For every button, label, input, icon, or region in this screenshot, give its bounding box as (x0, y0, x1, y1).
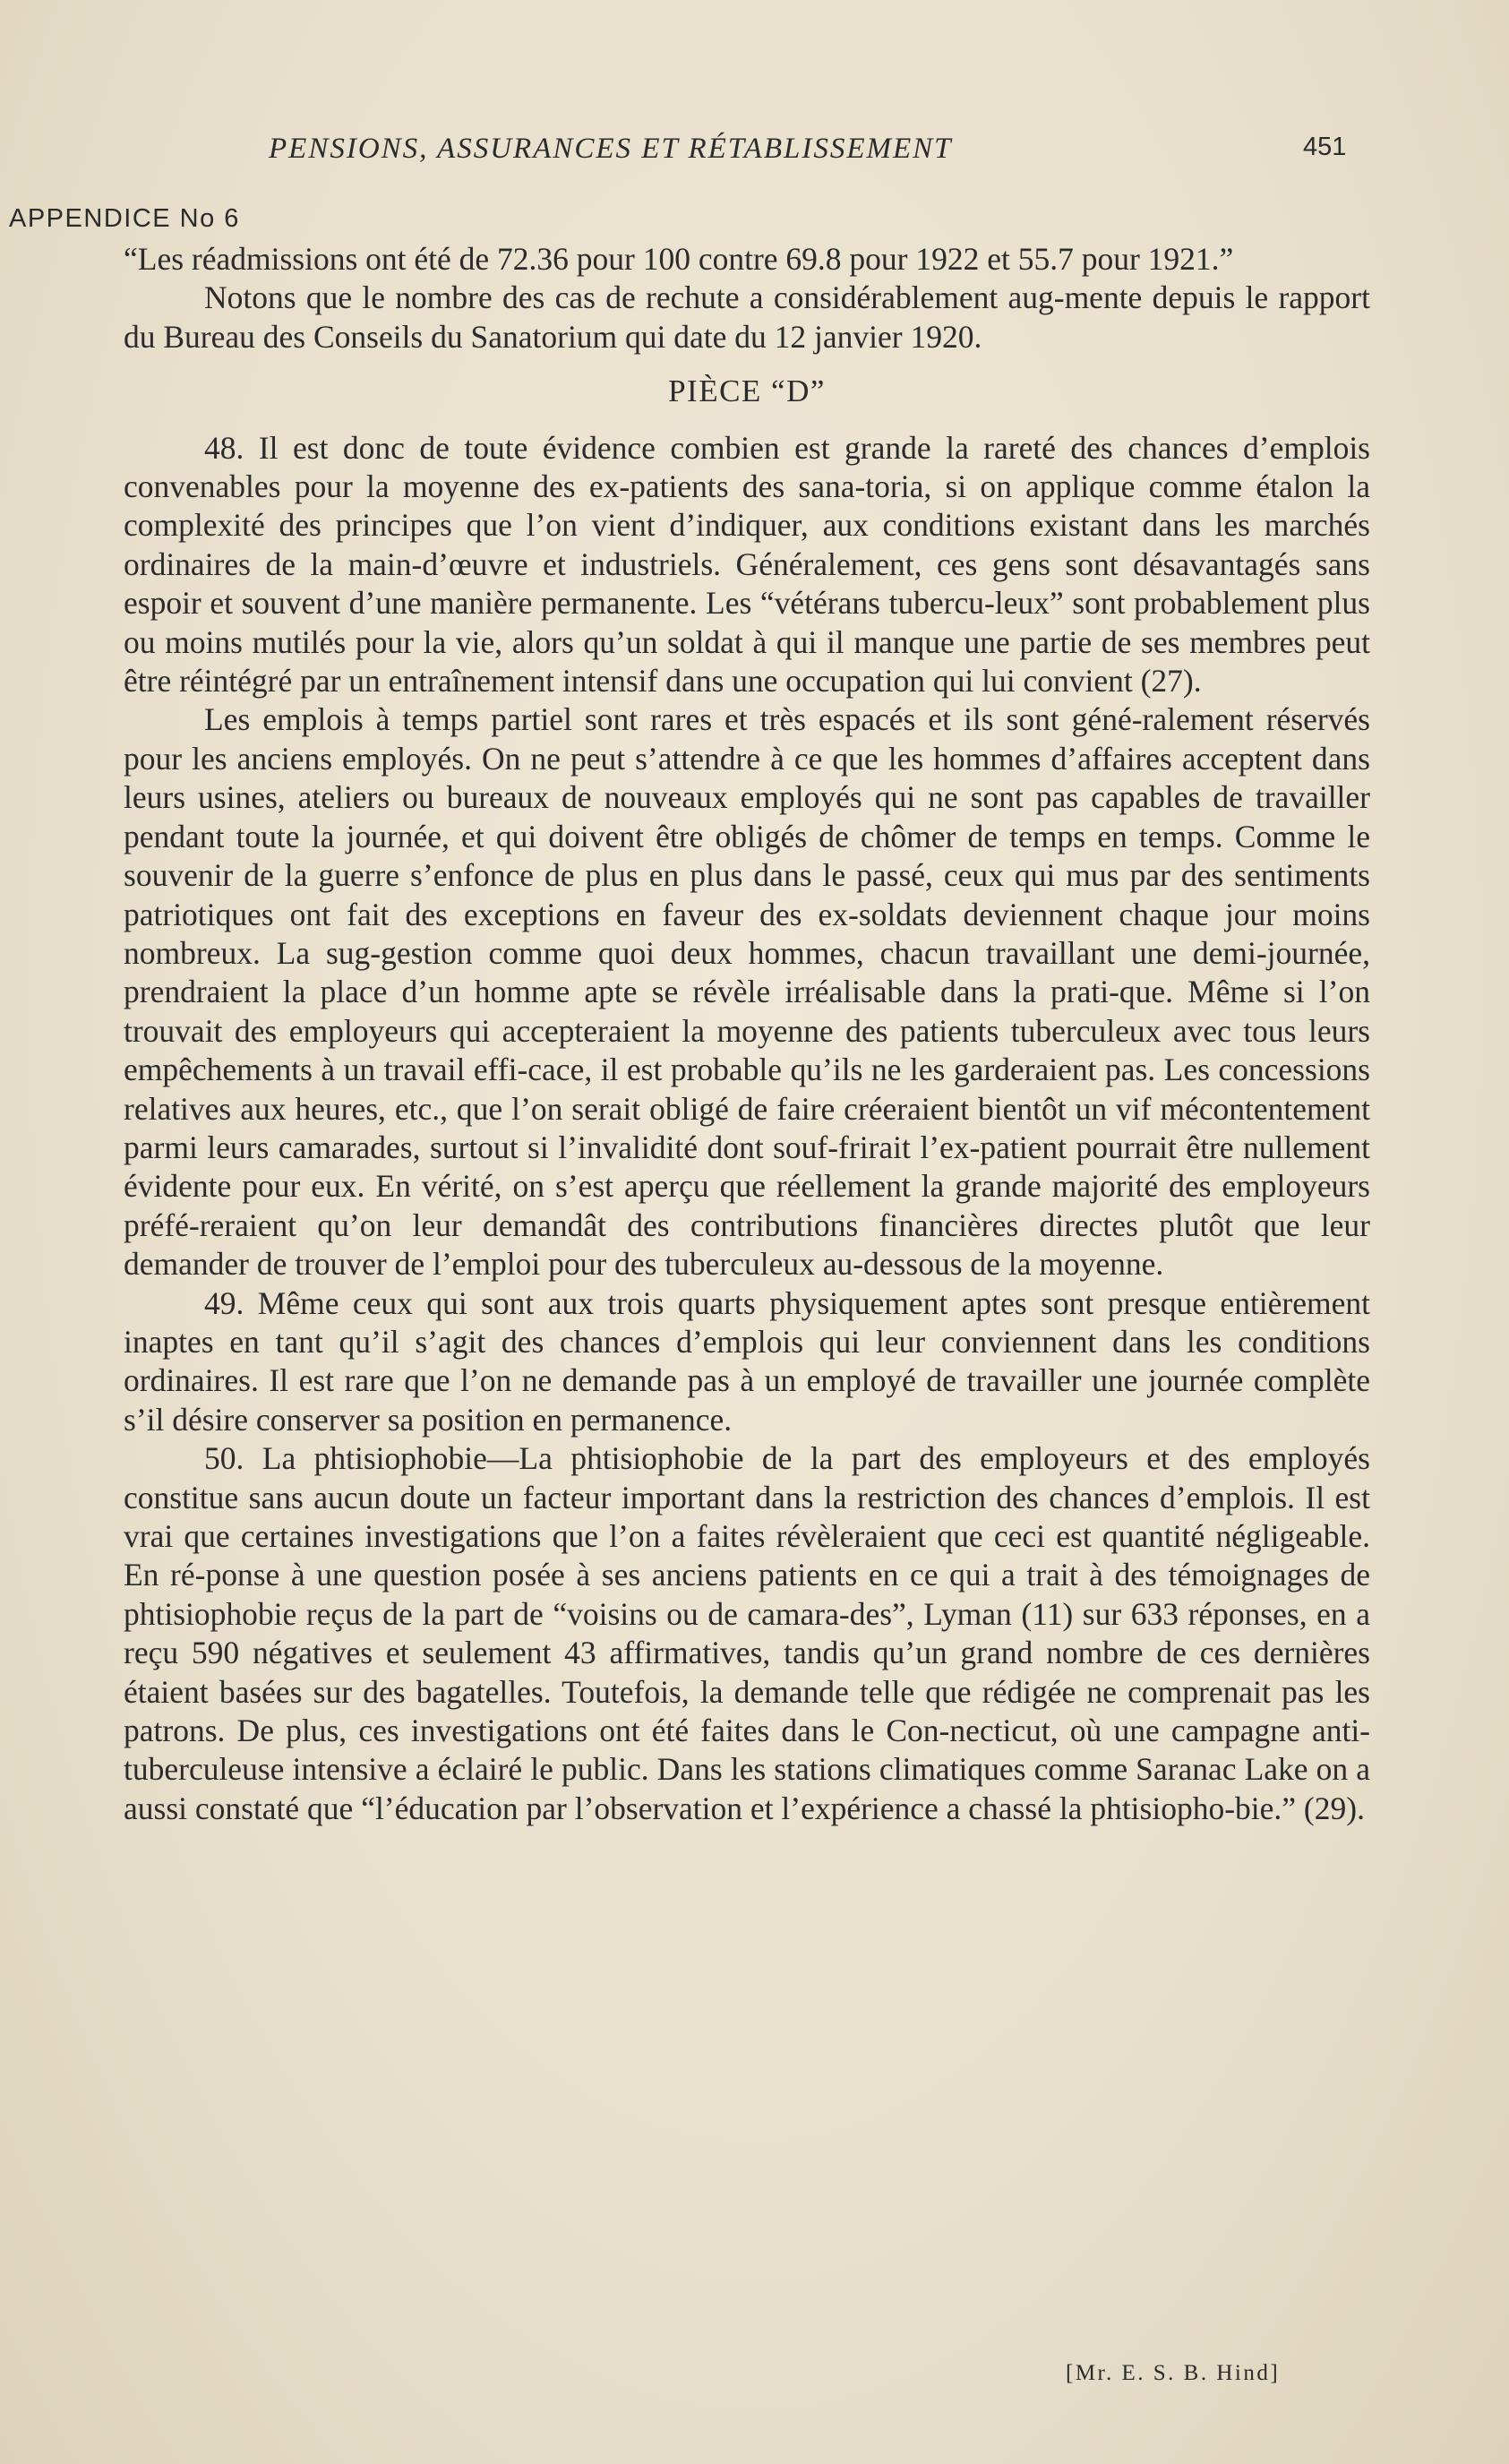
appendix-label: APPENDICE No 6 (9, 204, 240, 233)
paragraph-48: 48. Il est donc de toute évidence combien est grande la rareté des chances d’emplois convenables pour la moyenne des ex-patients des sana-toria, si on applique comme étalon la complexité des principes que l’on vient d’indiquer, aux conditions existant dans les marchés ordinaires de la main-d’œuvre et industriels. Généralement, ces gens sont désavantagés sans espoir et souvent d’une manière permanente. Les “vétérans tubercu-leux” sont probablement plus ou moins mutilés pour la vie, alors qu’un soldat à qui il manque une partie de ses membres peut être réintégré par un entraînement intensif dans une occupation qui lui convient (27). (124, 429, 1370, 700)
section-heading: PIÈCE “D” (668, 373, 826, 409)
paragraph-readmissions: “Les réadmissions ont été de 72.36 pour 100 contre 69.8 pour 1922 et 55.7 pour 1921.” (124, 241, 1234, 277)
paragraph-49: 49. Même ceux qui sont aux trois quarts physiquement aptes sont presque entièrement inaptes en tant qu’il s’agit des chances d’emplois qui leur conviennent dans les conditions ordinaires. Il est rare que l’on ne demande pas à un employé de travailler une journée complète s’il désire conserver sa position en permanence. (124, 1284, 1370, 1438)
running-header (0, 133, 1509, 177)
paragraph-rechute: Notons que le nombre des cas de rechute a considérablement aug-mente depuis le rapport du Bureau des Conseils du Sanatorium qui date du 12 janvier 1920. (124, 279, 1370, 355)
page-number: 451 (1303, 133, 1347, 161)
running-title: PENSIONS, ASSURANCES ET RÉTABLISSEMENT (269, 133, 953, 165)
paragraph-50: 50. La phtisiophobie—La phtisiophobie de la part des employeurs et des employés constitue sans aucun doute un facteur important dans la restriction des chances d’emplois. Il est vrai que certaines investigations que l’on a faites révèleraient que ceci est quantité négligeable. En ré-ponse à une question posée à ses anciens patients en ce qui a trait à des témoignages de phtisiophobie reçus de la part de “voisins ou de camara-des”, Lyman (11) sur 633 réponses, en a reçu 590 négatives et seulement 43 affirmatives, tandis qu’un grand nombre de ces dernières étaient basées sur des bagatelles. Toutefois, la demande telle que rédigée ne comprenait pas les patrons. De plus, ces investigations ont été faites dans le Con-necticut, où une campagne anti-tuberculeuse intensive a éclairé le public. Dans les stations climatiques comme Saranac Lake on a aussi constaté que “l’éducation par l’observation et l’expérience a chassé la phtisiopho-bie.” (29). (124, 1440, 1370, 1826)
paragraph-emplois: Les emplois à temps partiel sont rares et très espacés et ils sont géné-ralement réservés pour les anciens employés. On ne peut s’attendre à ce que les hommes d’affaires acceptent dans leurs usines, ateliers ou bureaux de nouveaux employés qui ne sont pas capables de travailler pendant toute la journée, et qui doivent être obligés de chômer de temps en temps. Comme le souvenir de la guerre s’enfonce de plus en plus dans le passé, ceux qui mus par des sentiments patriotiques ont fait des exceptions en faveur des ex-soldats deviennent chaque jour moins nombreux. La sug-gestion comme quoi deux hommes, chacun travaillant une demi-journée, prendraient la place d’un homme apte se révèle irréalisable dans la prati-que. Même si l’on trouvait des employeurs qui accepteraient la moyenne des patients tuberculeux avec tous leurs empêchements à un travail effi-cace, il est probable qu’ils ne les garderaient pas. Les concessions relatives aux heures, etc., que l’on serait obligé de faire créeraient bientôt un vif mécontentement parmi leurs camarades, surtout si l’invalidité dont souf-frirait l’ex-patient pourrait être nullement évidente pour eux. En vérité, on s’est aperçu que réellement la grande majorité des employeurs préfé-reraient qu’on leur demandât des contributions financières directes plutôt que leur demander de trouver de l’emploi pour des tuberculeux au-dessous de la moyenne. (124, 701, 1370, 1283)
body-text (124, 240, 1370, 1828)
author-signature: [Mr. E. S. B. Hind] (1066, 2361, 1281, 2385)
